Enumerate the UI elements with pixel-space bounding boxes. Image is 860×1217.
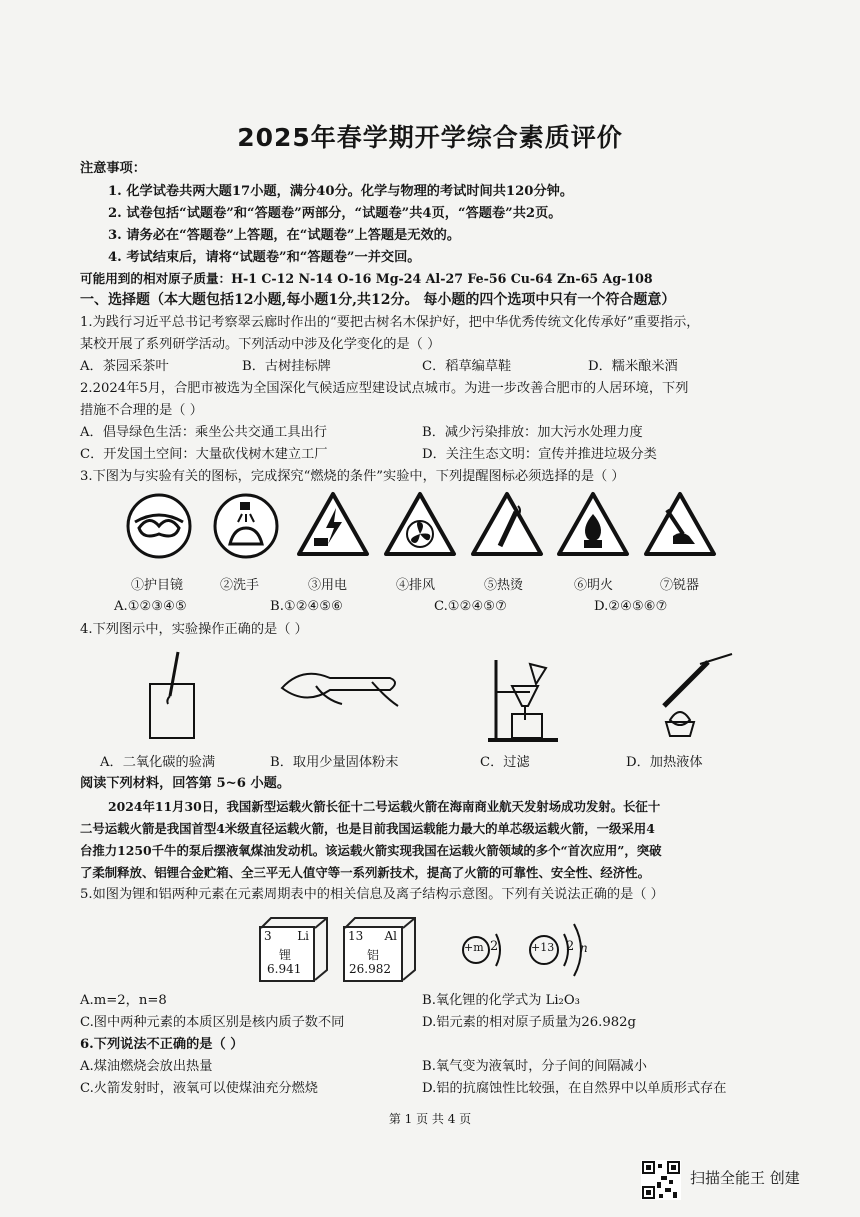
al-atomic-mass: 26.982	[349, 962, 391, 976]
reading-line-3: 台推力1250千牛的泵后摆液氧煤油发动机。该运载火箭实现我国在运载火箭领域的多个“首次应用”，突破	[80, 843, 662, 858]
al-atomic-number: 13	[348, 929, 364, 943]
q6-option-d: D.铝的抗腐蚀性比较强，在自然界中以单质形式存在	[422, 1081, 727, 1096]
q4-option-b: B．取用少量固体粉末	[270, 755, 399, 770]
q2-stem-line2: 措施不合理的是（ ）	[80, 403, 203, 418]
q6-stem: 6.下列说法不正确的是（ ）	[80, 1037, 244, 1052]
lithium-tile-depth	[259, 916, 331, 982]
icon-label-hot: ⑤热烫	[484, 578, 524, 593]
q1-option-c: C．稻草编草鞋	[422, 359, 512, 374]
notice-item-1: 1. 化学试卷共两大题17小题，满分40分。化学与物理的考试时间共120分钟。	[108, 184, 574, 199]
notice-heading: 注意事项：	[80, 161, 146, 176]
q5-option-b: B.氧化锂的化学式为 Li₂O₃	[422, 993, 580, 1008]
hot-surface-icon	[470, 490, 544, 560]
wash-hands-icon	[212, 492, 280, 560]
filtration-diagram	[486, 656, 566, 744]
q5-option-d: D.铝元素的相对原子质量为26.982g	[422, 1015, 636, 1030]
notice-item-4: 4. 考试结束后，请将“试题卷”和“答题卷”一并交回。	[108, 250, 421, 265]
aluminum-tile-depth	[343, 916, 419, 982]
q3-stem: 3.下图为与实验有关的图标，完成探究“燃烧的条件”实验中，下列提醒图标必须选择的是（ ）	[80, 469, 625, 484]
fan-icon	[383, 490, 457, 560]
li-atomic-mass: 6.941	[267, 962, 302, 976]
sharp-object-icon	[643, 490, 717, 560]
li-name: 锂	[279, 948, 292, 962]
notice-item-3: 3. 请务必在“答题卷”上答题，在“试题卷”上答题是无效的。	[108, 228, 461, 243]
icon-label-wash: ②洗手	[220, 578, 260, 593]
q2-option-c: C．开发国土空间：大量砍伐树木建立工厂	[80, 447, 328, 462]
q2-option-d: D．关注生态文明：宣传并推进垃圾分类	[422, 447, 657, 462]
li-symbol: Li	[297, 929, 309, 943]
q1-option-a: A．茶园采茶叶	[80, 359, 169, 374]
powder-sampling-diagram	[276, 662, 406, 724]
q6-option-b: B.氧气变为液氧时，分子间的间隔减小	[422, 1059, 647, 1074]
q4-stem: 4.下列图示中，实验操作正确的是（ ）	[80, 622, 308, 637]
al-ion-shell-1: 2	[566, 939, 575, 954]
q4-option-c: C．过滤	[480, 755, 530, 770]
al-name: 铝	[367, 948, 380, 962]
reading-intro: 阅读下列材料，回答第 5~6 小题。	[80, 776, 291, 791]
q3-option-a: A.①②③④⑤	[114, 599, 187, 614]
icon-label-fan: ④排风	[396, 578, 436, 593]
page-footer: 第 1 页 共 4 页	[388, 1112, 472, 1126]
li-atomic-number: 3	[264, 929, 272, 943]
section-heading: 一、选择题（本大题包括12小题,每小题1分,共12分。 每小题的四个选项中只有一个符合题意）	[80, 292, 676, 308]
q6-option-c: C.火箭发射时，液氧可以使煤油充分燃烧	[80, 1081, 318, 1096]
icon-label-sharp: ⑦锐器	[660, 578, 700, 593]
q3-option-c: C.①②④⑤⑦	[434, 599, 507, 614]
scanner-watermark: 扫描全能王 创建	[690, 1169, 800, 1187]
li-ion-nucleus: +m	[464, 941, 484, 954]
al-ion-nucleus: +13	[531, 941, 555, 954]
electricity-icon	[296, 490, 370, 560]
atomic-masses: 可能用到的相对原子质量：H-1 C-12 N-14 O-16 Mg-24 Al-27 Fe-56 Cu-64 Zn-65 Ag-108	[80, 271, 653, 286]
icon-label-goggles: ①护目镜	[131, 578, 184, 593]
q1-stem-line1: 1.为践行习近平总书记考察翠云廊时作出的“要把古树名木保护好，把中华优秀传统文化传承好”重要指示，	[80, 315, 700, 330]
q2-stem-line1: 2.2024年5月，合肥市被选为全国深化气候适应型建设试点城市。为进一步改善合肥市的人居环境，下列	[80, 381, 689, 396]
reading-line-1: 2024年11月30日，我国新型运载火箭长征十二号运载火箭在海南商业航天发射场成功发射。长征十	[108, 799, 661, 814]
goggles-icon	[125, 492, 193, 560]
qr-code-icon	[641, 1160, 681, 1200]
page-title: 2025年春学期开学综合素质评价	[237, 123, 623, 152]
q6-option-a: A.煤油燃烧会放出热量	[80, 1059, 213, 1074]
q1-option-d: D．糯米酿米酒	[588, 359, 678, 374]
q2-option-b: B．减少污染排放：加大污水处理力度	[422, 425, 643, 440]
reading-line-2: 二号运载火箭是我国首型4米级直径运载火箭，也是目前我国运载能力最大的单芯级运载火箭，一级采用4	[80, 821, 655, 836]
q4-option-a: A．二氧化碳的验满	[100, 755, 216, 770]
q2-option-a: A．倡导绿色生活：乘坐公共交通工具出行	[80, 425, 327, 440]
q5-option-a: A.m=2，n=8	[80, 993, 167, 1008]
icon-label-electricity: ③用电	[308, 578, 348, 593]
heating-liquid-diagram	[650, 650, 740, 740]
q4-option-d: D．加热液体	[626, 755, 703, 770]
li-ion-shell: 2	[490, 939, 499, 954]
q3-option-b: B.①②④⑤⑥	[270, 599, 343, 614]
al-ion-shell-2: n	[580, 941, 588, 955]
al-symbol: Al	[384, 929, 397, 943]
q5-stem: 5.如图为锂和铝两种元素在元素周期表中的相关信息及离子结构示意图。下列有关说法正确的是（ ）	[80, 887, 664, 902]
q5-option-c: C.图中两种元素的本质区别是核内质子数不同	[80, 1015, 345, 1030]
reading-line-4: 了柔制释放、铝锂合金贮箱、全三平无人值守等一系列新技术，提高了火箭的可靠性、安全性、经济性。	[80, 865, 650, 880]
q1-option-b: B．古树挂标牌	[242, 359, 331, 374]
icon-label-flame: ⑥明火	[574, 578, 614, 593]
notice-item-2: 2. 试卷包括“试题卷”和“答题卷”两部分，“试题卷”共4页，“答题卷”共2页。	[108, 206, 562, 221]
q1-stem-line2: 某校开展了系列研学活动。下列活动中涉及化学变化的是（ ）	[80, 337, 441, 352]
q3-option-d: D.②④⑤⑥⑦	[594, 599, 668, 614]
flame-icon	[556, 490, 630, 560]
co2-check-diagram	[140, 650, 210, 742]
